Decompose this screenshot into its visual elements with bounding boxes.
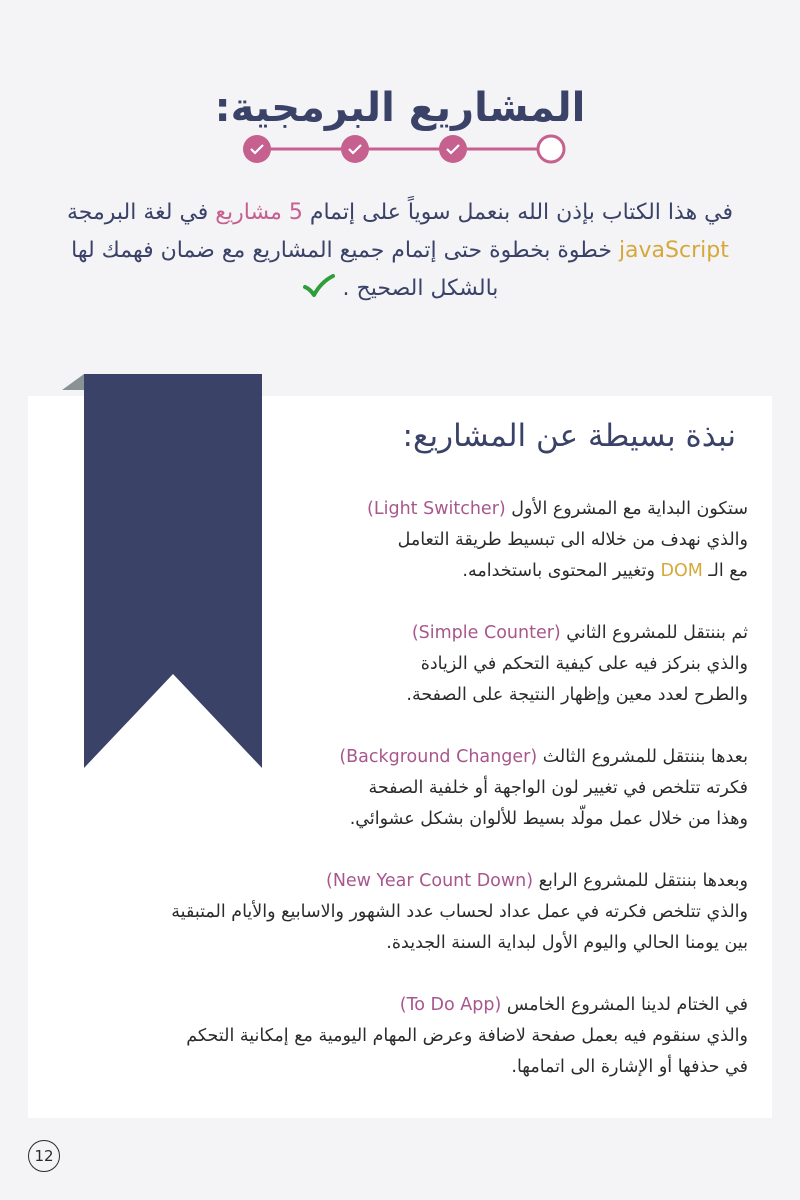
step-1-complete <box>243 135 271 163</box>
card-content <box>228 418 748 866</box>
project-4-description: وبعدها بننتقل للمشروع الرابع (New Year Count Down) والذي تتلخص فكرته في عمل عداد لحساب عدد الشهور والاسابيع والأيام المتبقية بين يومنا الحالي واليوم الأول لبداية السنة الجديدة. <box>171 871 748 953</box>
dom-highlight: DOM <box>660 561 703 581</box>
project-name: (Simple Counter) <box>411 623 561 643</box>
intro-part1: في هذا الكتاب بإذن الله بنعمل سوياً على إتمام <box>309 200 734 225</box>
project-name: (Background Changer) <box>339 747 538 767</box>
ribbon-fold <box>62 374 84 390</box>
project-5-description: في الختام لدينا المشروع الخامس (To Do App) والذي سنقوم فيه بعمل صفحة لاضافة وعرض المهام اليومية مع إمكانية التحكم في حذفها أو الإشارة الى اتمامها. <box>186 995 748 1077</box>
card-subtitle: نبذة بسيطة عن المشاريع: <box>402 418 736 454</box>
project-name: (To Do App) <box>399 995 502 1015</box>
project-1-description: ستكون البداية مع المشروع الأول (Light Switcher) والذي نهدف من خلاله الى تبسيط طريقة التعامل مع الـ DOM وتغيير المحتوى باستخدامه. <box>367 499 748 581</box>
step-4-pending <box>538 136 564 162</box>
project-name: (Light Switcher) <box>367 499 506 519</box>
step-2-complete <box>341 135 369 163</box>
green-check-icon <box>302 273 336 299</box>
intro-part3: خطوة بخطوة حتى إتمام جميع المشاريع مع ضمان فهمك لها بالشكل الصحيح . <box>71 238 619 301</box>
projects-count: 5 مشاريع <box>215 200 303 225</box>
language-name: javaScript <box>618 238 729 263</box>
step-3-complete <box>439 135 467 163</box>
page-title: المشاريع البرمجية: <box>214 84 586 131</box>
intro-text <box>40 194 760 308</box>
page-number: 12 <box>28 1140 60 1172</box>
intro-part2: في لغة البرمجة <box>66 200 216 225</box>
project-2-description: ثم بننتقل للمشروع الثاني (Simple Counter) والذي بنركز فيه على كيفية التحكم في الزيادة والطرح لعدد معين وإظهار النتيجة على الصفحة. <box>406 623 748 705</box>
project-name: (New Year Count Down) <box>325 871 534 891</box>
project-3-description: بعدها بننتقل للمشروع الثالث (Background Changer) فكرته تتلخص في تغيير لون الواجهة أو خلفية الصفحة وهذا من خلال عمل مولّد بسيط للألوان بشكل عشوائي. <box>339 747 748 829</box>
progress-steps <box>240 132 570 166</box>
card-content-wide <box>48 866 748 1114</box>
